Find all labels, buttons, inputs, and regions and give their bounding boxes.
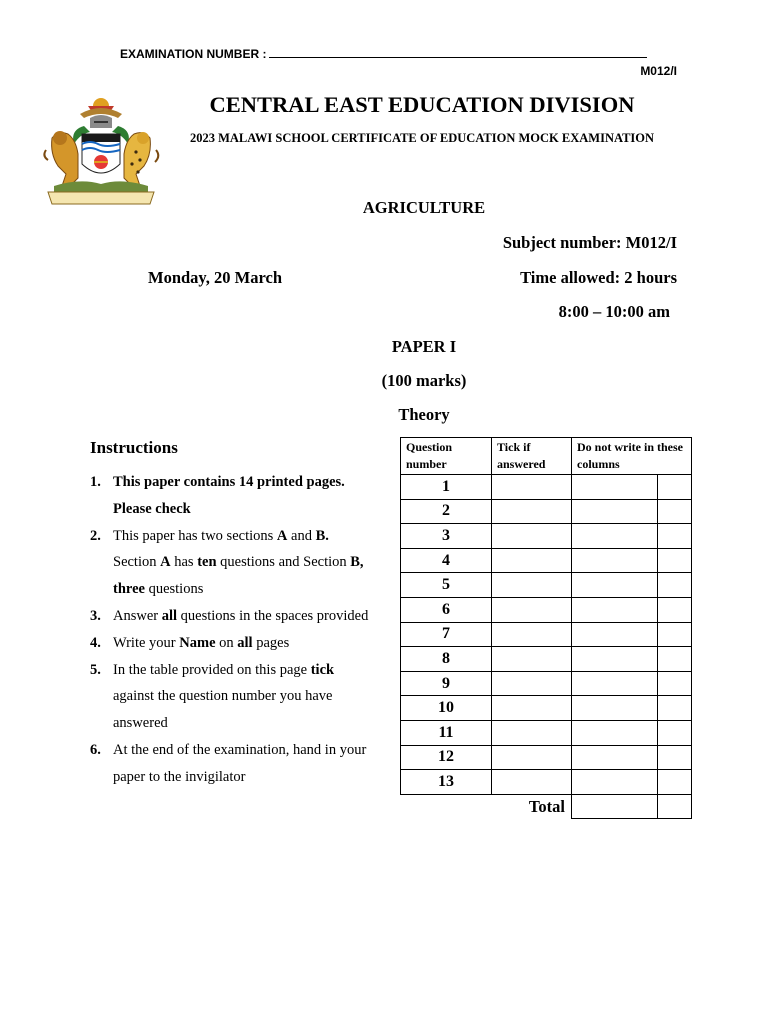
- examiner-cell-small: [658, 499, 692, 524]
- table-row: [401, 770, 692, 795]
- exam-date: Monday, 20 March: [148, 268, 282, 287]
- table-row: [401, 696, 692, 721]
- instruction-text: has: [170, 554, 198, 571]
- division-title: CENTRAL EAST EDUCATION DIVISION: [209, 92, 635, 117]
- question-number-cell: 2: [401, 499, 492, 524]
- examiner-cell-small: [658, 548, 692, 573]
- question-rows: [401, 475, 692, 819]
- examiner-cell-small: [658, 524, 692, 549]
- paper-code: M012/I: [640, 64, 677, 78]
- total-cell: [572, 794, 658, 818]
- instruction-number: 5.: [90, 661, 101, 678]
- instructions-list: [90, 469, 370, 791]
- tick-cell[interactable]: [492, 573, 572, 598]
- table-row: [401, 647, 692, 672]
- instruction-item: [90, 630, 370, 657]
- instruction-text: Write your: [113, 634, 180, 651]
- instruction-text: against the question number you have answered: [113, 688, 333, 732]
- tick-cell[interactable]: [492, 499, 572, 524]
- examiner-cell-small: [658, 597, 692, 622]
- instruction-text: pages: [252, 634, 290, 651]
- examination-number-blank-line: [269, 46, 647, 58]
- malawi-coat-of-arms-icon: [40, 94, 162, 208]
- paper-marks: (100 marks): [381, 371, 467, 390]
- examiner-cell: [572, 597, 658, 622]
- question-number-cell: 12: [401, 745, 492, 770]
- instruction-text: This paper has two sections: [113, 527, 277, 544]
- subject-name: AGRICULTURE: [362, 198, 486, 217]
- examiner-cell: [572, 622, 658, 647]
- total-label: Total: [528, 796, 565, 816]
- question-tick-table: [400, 437, 692, 819]
- examiner-cell: [572, 548, 658, 573]
- instruction-text: A: [276, 527, 288, 544]
- question-number-cell: 6: [401, 597, 492, 622]
- time-range: 8:00 – 10:00 am: [558, 302, 670, 321]
- header-tick-if-answered: Tick if answered: [492, 438, 572, 475]
- table-row: [401, 622, 692, 647]
- instruction-number: 6.: [90, 741, 101, 758]
- examination-title: 2023 MALAWI SCHOOL CERTIFICATE OF EDUCATION MOCK EXAMINATION: [189, 131, 655, 145]
- instruction-number: 1.: [90, 474, 101, 490]
- examiner-cell: [572, 770, 658, 795]
- examiner-cell-small: [658, 671, 692, 696]
- examiner-cell-small: [658, 696, 692, 721]
- instruction-item: [90, 469, 370, 523]
- examiner-cell: [572, 745, 658, 770]
- examiner-cell-small: [658, 573, 692, 598]
- question-number-cell: 4: [401, 548, 492, 573]
- instruction-text: all: [161, 607, 178, 624]
- paper-type: Theory: [398, 405, 450, 424]
- examiner-cell: [572, 499, 658, 524]
- examiner-cell-small: [658, 475, 692, 500]
- tick-cell[interactable]: [492, 720, 572, 745]
- header-do-not-write: Do not write in these columns: [572, 438, 692, 475]
- examiner-cell-small: [658, 720, 692, 745]
- total-row: [401, 794, 692, 818]
- instruction-text: B, three: [113, 554, 364, 598]
- tick-cell[interactable]: [492, 647, 572, 672]
- table-row: [401, 548, 692, 573]
- question-number-cell: 1: [401, 475, 492, 500]
- time-allowed: Time allowed: 2 hours: [520, 268, 677, 287]
- table-row: [401, 573, 692, 598]
- total-cell-small: [658, 794, 692, 818]
- question-number-cell: 8: [401, 647, 492, 672]
- question-number-cell: 5: [401, 573, 492, 598]
- examiner-cell-small: [658, 745, 692, 770]
- table-row: [401, 671, 692, 696]
- tick-cell[interactable]: [492, 524, 572, 549]
- instruction-item: [90, 603, 370, 630]
- examination-number-label: EXAMINATION NUMBER :: [120, 47, 267, 61]
- instruction-item: [90, 737, 370, 791]
- examiner-cell-small: [658, 622, 692, 647]
- examiner-cell: [572, 720, 658, 745]
- table-header-row: [401, 438, 692, 475]
- table-row: [401, 475, 692, 500]
- examiner-cell: [572, 524, 658, 549]
- table-row: [401, 597, 692, 622]
- instruction-number: 3.: [90, 607, 101, 624]
- table-row: [401, 499, 692, 524]
- tick-cell[interactable]: [492, 475, 572, 500]
- instruction-item: [90, 657, 370, 737]
- tick-cell[interactable]: [492, 745, 572, 770]
- question-number-cell: 7: [401, 622, 492, 647]
- examination-number-field: [120, 46, 647, 61]
- instruction-text: ten: [197, 554, 217, 571]
- instruction-text: and: [287, 527, 316, 544]
- examiner-cell: [572, 647, 658, 672]
- instruction-text: In the table provided on this page: [113, 661, 311, 678]
- instruction-text: on: [215, 634, 238, 651]
- instruction-text: A: [160, 554, 171, 571]
- question-number-cell: 9: [401, 671, 492, 696]
- instruction-text: Answer: [113, 607, 162, 624]
- table-row: [401, 720, 692, 745]
- question-number-cell: 3: [401, 524, 492, 549]
- tick-cell[interactable]: [492, 770, 572, 795]
- examiner-cell: [572, 696, 658, 721]
- instruction-text: Section: [113, 554, 161, 571]
- instruction-text: questions in the spaces provided: [177, 607, 369, 624]
- question-number-cell: 13: [401, 770, 492, 795]
- instruction-text: This paper contains 14 printed pages. Please check: [113, 474, 345, 517]
- examiner-cell: [572, 671, 658, 696]
- instruction-text: questions and Section: [216, 554, 351, 571]
- tick-cell[interactable]: [492, 622, 572, 647]
- instructions-heading: Instructions: [90, 438, 178, 457]
- tick-cell[interactable]: [492, 696, 572, 721]
- instruction-text: B.: [315, 527, 329, 544]
- tick-cell[interactable]: [492, 671, 572, 696]
- header-question-number: Question number: [401, 438, 492, 475]
- table-row: [401, 745, 692, 770]
- question-number-cell: 11: [401, 720, 492, 745]
- instruction-number: 2.: [90, 527, 101, 544]
- instruction-text: Name: [179, 634, 216, 651]
- examiner-cell: [572, 573, 658, 598]
- instruction-item: [90, 523, 370, 603]
- question-number-cell: 10: [401, 696, 492, 721]
- examiner-cell-small: [658, 770, 692, 795]
- instruction-text: tick: [310, 661, 335, 678]
- examiner-cell-small: [658, 647, 692, 672]
- instruction-text: all: [237, 634, 253, 651]
- instruction-number: 4.: [90, 634, 101, 651]
- examiner-cell: [572, 475, 658, 500]
- table-row: [401, 524, 692, 549]
- tick-cell[interactable]: [492, 548, 572, 573]
- paper-title: PAPER I: [391, 337, 457, 356]
- instruction-text: At the end of the examination, hand in your paper to the invigilator: [113, 741, 367, 785]
- instruction-text: questions: [144, 581, 204, 598]
- subject-number: Subject number: M012/I: [502, 233, 677, 252]
- tick-cell[interactable]: [492, 597, 572, 622]
